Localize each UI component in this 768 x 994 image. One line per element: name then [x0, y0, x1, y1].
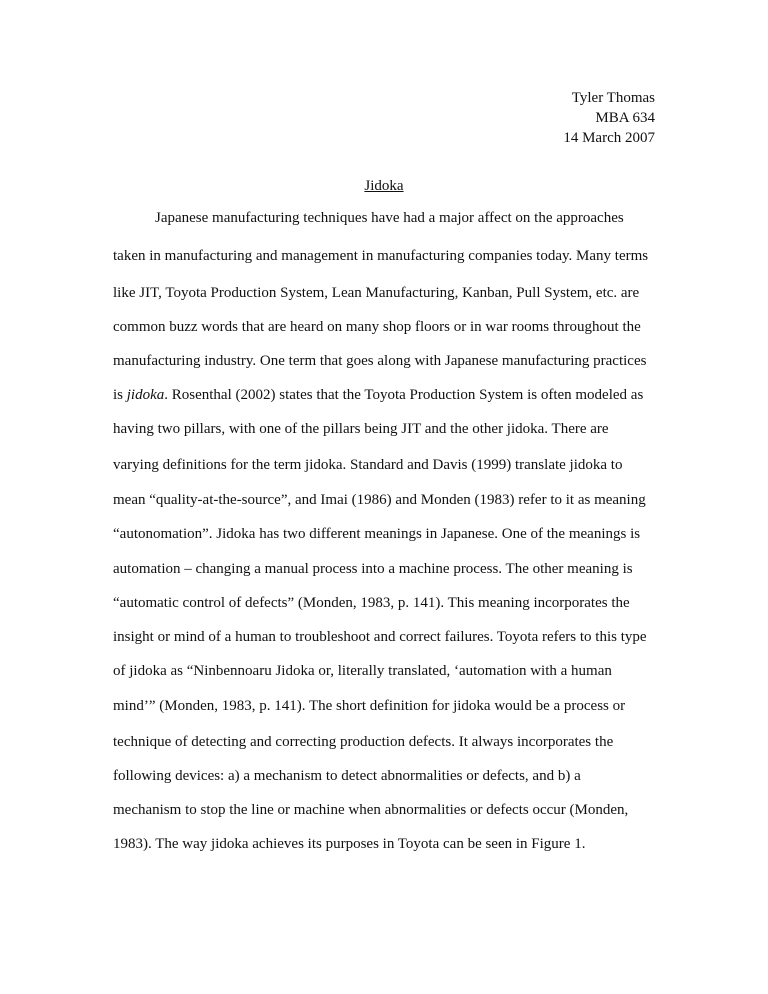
paragraph-line: mechanism to stop the line or machine when abnormalities or defects occur (Monden, — [113, 802, 629, 818]
document-title — [0, 176, 768, 196]
paragraph-line: taken in manufacturing and management in manufacturing companies today. Many terms — [113, 248, 649, 264]
paragraph-line — [113, 385, 643, 405]
paragraph-line: mean “quality-at-the-source”, and Imai (1986) and Monden (1983) refer to it as meaning — [113, 492, 646, 508]
header-block — [563, 88, 655, 148]
document-date: 14 March 2007 — [563, 130, 655, 146]
line-prefix: is — [113, 387, 127, 403]
line-suffix: . Rosenthal (2002) states that the Toyota Production System is often modeled as — [164, 387, 644, 403]
paragraph-line: 1983). The way jidoka achieves its purposes in Toyota can be seen in Figure 1. — [113, 836, 586, 852]
paragraph-line: having two pillars, with one of the pillars being JIT and the other jidoka. There are — [113, 421, 609, 437]
title-text: Jidoka — [364, 178, 404, 194]
course-code: MBA 634 — [595, 110, 655, 126]
paragraph-line: automation – changing a manual process into a machine process. The other meaning is — [113, 561, 633, 577]
paragraph-line: insight or mind of a human to troubleshoot and correct failures. Toyota refers to this type — [113, 629, 647, 645]
paragraph-line: manufacturing industry. One term that goes along with Japanese manufacturing practices — [113, 353, 647, 369]
paragraph-line: varying definitions for the term jidoka. Standard and Davis (1999) translate jidoka to — [113, 457, 623, 473]
paragraph-line: of jidoka as “Ninbennoaru Jidoka or, literally translated, ‘automation with a human — [113, 663, 612, 679]
paragraph-line: “automatic control of defects” (Monden, 1983, p. 141). This meaning incorporates the — [113, 595, 630, 611]
paragraph-line: mind’” (Monden, 1983, p. 141). The short definition for jidoka would be a process or — [113, 698, 626, 714]
paragraph-line: following devices: a) a mechanism to detect abnormalities or defects, and b) a — [113, 768, 581, 784]
paragraph-line: common buzz words that are heard on many shop floors or in war rooms throughout the — [113, 319, 641, 335]
paragraph-line: like JIT, Toyota Production System, Lean Manufacturing, Kanban, Pull System, etc. are — [113, 285, 640, 301]
author-name: Tyler Thomas — [571, 90, 655, 106]
paragraph-line: Japanese manufacturing techniques have had a major affect on the approaches — [155, 210, 624, 226]
paragraph-line: technique of detecting and correcting production defects. It always incorporates the — [113, 734, 614, 750]
italic-term: jidoka — [126, 387, 165, 403]
paragraph-line: “autonomation”. Jidoka has two different meanings in Japanese. One of the meanings is — [113, 526, 641, 542]
